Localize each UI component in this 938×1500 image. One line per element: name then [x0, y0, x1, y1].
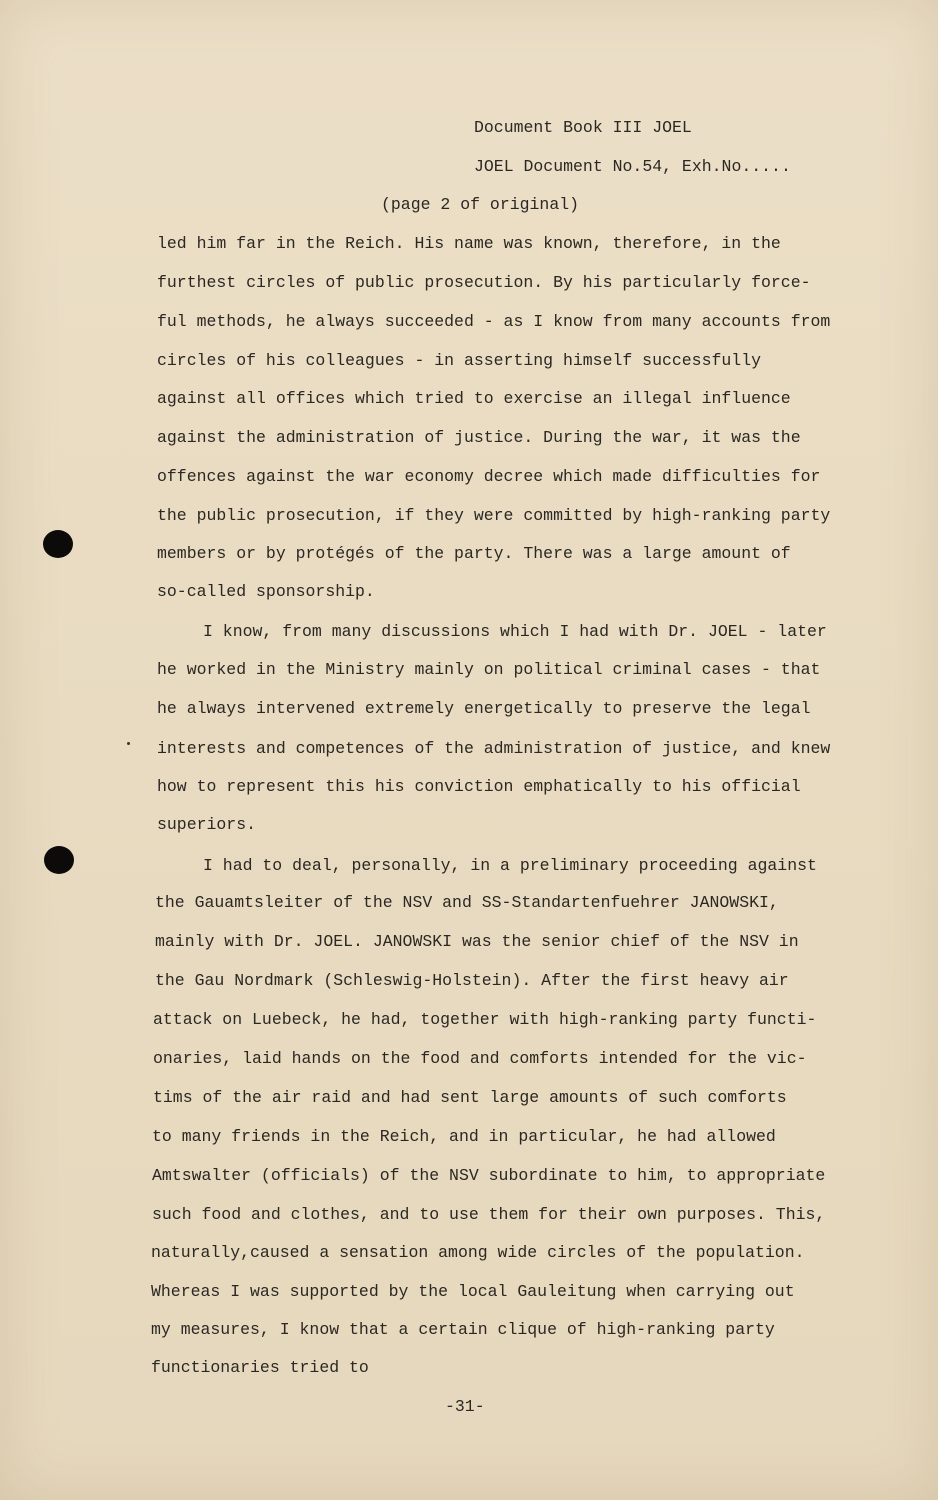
- body-line: he worked in the Ministry mainly on political criminal cases - that: [157, 660, 821, 679]
- punch-hole: [43, 530, 73, 558]
- body-line: naturally,caused a sensation among wide circles of the population.: [151, 1243, 805, 1262]
- body-line: Amtswalter (officials) of the NSV subordinate to him, to appropriate: [152, 1166, 826, 1185]
- body-line: functionaries tried to: [151, 1358, 369, 1377]
- document-book-title: Document Book III JOEL: [474, 118, 692, 137]
- body-line: the public prosecution, if they were committed by high-ranking party: [157, 506, 831, 525]
- body-line: the Gauamtsleiter of the NSV and SS-Standartenfuehrer JANOWSKI,: [155, 893, 779, 912]
- body-line: how to represent this his conviction emphatically to his official: [157, 777, 801, 796]
- original-page-reference: (page 2 of original): [381, 195, 580, 214]
- body-line: such food and clothes, and to use them for their own purposes. This,: [152, 1205, 826, 1224]
- punch-hole: [44, 846, 74, 874]
- body-line: against the administration of justice. During the war, it was the: [157, 428, 801, 447]
- body-line: the Gau Nordmark (Schleswig-Holstein). After the first heavy air: [155, 971, 789, 990]
- body-line: tims of the air raid and had sent large amounts of such comforts: [153, 1088, 787, 1107]
- body-line: furthest circles of public prosecution. By his particularly force-: [157, 273, 811, 292]
- body-line: attack on Luebeck, he had, together with high-ranking party functi-: [153, 1010, 817, 1029]
- body-line: I had to deal, personally, in a preliminary proceeding against: [203, 856, 817, 875]
- body-line: led him far in the Reich. His name was known, therefore, in the: [157, 234, 781, 253]
- body-line: circles of his colleagues - in asserting himself successfully: [157, 351, 761, 370]
- body-line: offences against the war economy decree which made difficulties for: [157, 467, 821, 486]
- body-line: onaries, laid hands on the food and comforts intended for the vic-: [153, 1049, 807, 1068]
- body-line: so-called sponsorship.: [157, 582, 375, 601]
- ink-speck: [127, 742, 130, 745]
- body-line: he always intervened extremely energetically to preserve the legal: [157, 699, 811, 718]
- body-line: my measures, I know that a certain clique of high-ranking party: [151, 1320, 775, 1339]
- body-line: superiors.: [157, 815, 257, 834]
- body-line: to many friends in the Reich, and in particular, he had allowed: [152, 1127, 776, 1146]
- document-reference: JOEL Document No.54, Exh.No.....: [474, 157, 791, 176]
- body-line: against all offices which tried to exercise an illegal influence: [157, 389, 791, 408]
- body-line: Whereas I was supported by the local Gauleitung when carrying out: [151, 1282, 795, 1301]
- body-line: mainly with Dr. JOEL. JANOWSKI was the senior chief of the NSV in: [155, 932, 799, 951]
- body-line: I know, from many discussions which I had with Dr. JOEL - later: [203, 622, 827, 641]
- body-line: ful methods, he always succeeded - as I know from many accounts from: [157, 312, 831, 331]
- body-line: interests and competences of the administration of justice, and knew: [157, 739, 831, 758]
- body-line: members or by protégés of the party. There was a large amount of: [157, 544, 791, 563]
- page-number: -31-: [445, 1397, 485, 1416]
